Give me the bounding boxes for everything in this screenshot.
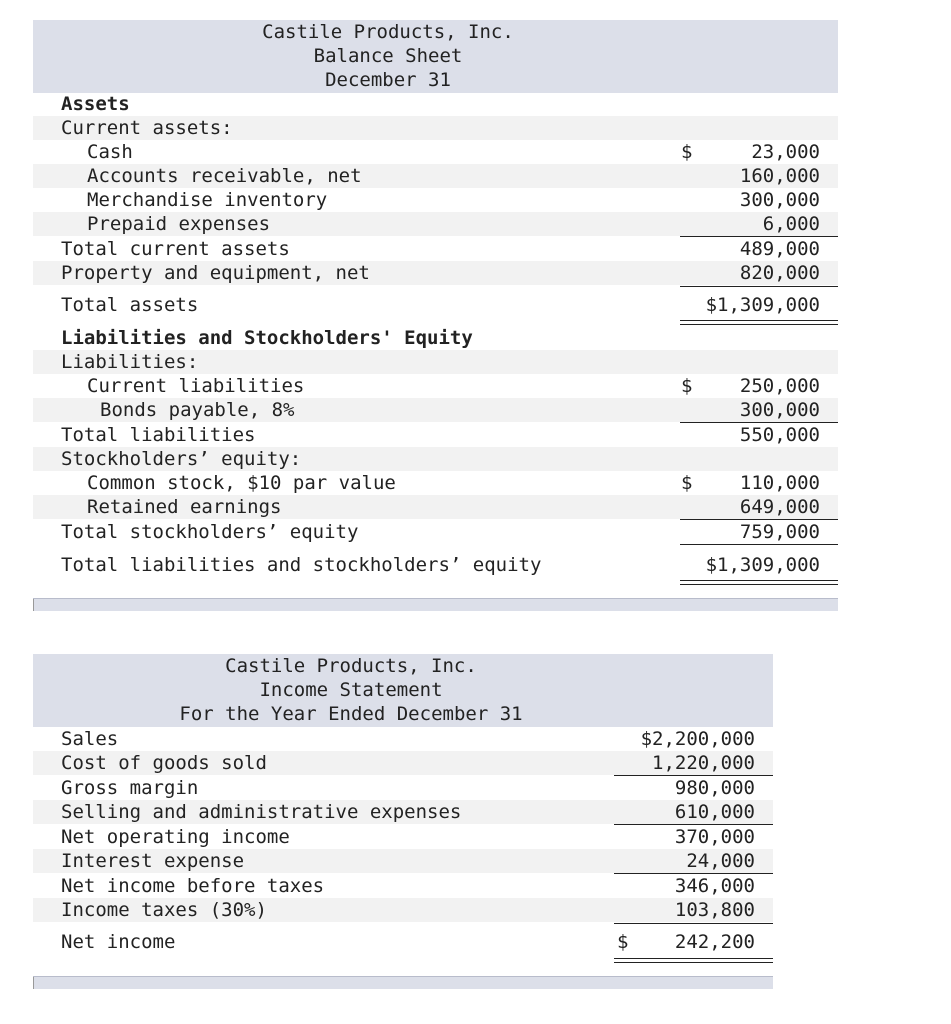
assets-heading-row — [33, 92, 838, 116]
total-current-assets-label: Total current assets — [61, 238, 290, 260]
cash-dollar-sign: $ — [681, 141, 693, 163]
accounts-receivable-value: 160,000 — [739, 165, 820, 187]
assets-heading: Assets — [61, 93, 130, 115]
prepaid-expenses-label: Prepaid expenses — [87, 213, 271, 235]
noi-value: 370,000 — [674, 826, 755, 848]
cogs-label: Cost of goods sold — [61, 752, 267, 774]
retained-earnings-value: 649,000 — [739, 496, 820, 518]
total-assets-row — [33, 293, 838, 317]
total-liabilities-label: Total liabilities — [61, 424, 256, 446]
total-assets-value: $1,309,000 — [705, 294, 820, 316]
liab-equity-heading-row — [33, 326, 838, 350]
noi-label: Net operating income — [61, 826, 290, 848]
sga-value: 610,000 — [674, 801, 755, 823]
gross-margin-label: Gross margin — [61, 777, 199, 799]
sga-label: Selling and administrative expenses — [61, 801, 462, 823]
current-assets-label: Current assets: — [61, 117, 233, 139]
double-underline-total-assets — [680, 320, 838, 325]
net-income-dollar-sign: $ — [617, 931, 629, 953]
underline-total-equity — [680, 544, 838, 545]
net-income-value: 242,200 — [674, 931, 755, 953]
total-liab-equity-value: $1,309,000 — [705, 554, 820, 576]
interest-row — [33, 849, 773, 873]
merchandise-inventory-row — [33, 188, 838, 212]
stockholders-equity-row — [33, 447, 838, 471]
interest-label: Interest expense — [61, 850, 245, 872]
balance-sheet-footer-bar — [33, 598, 838, 611]
nibt-label: Net income before taxes — [61, 875, 325, 897]
retained-earnings-row — [33, 495, 838, 519]
total-equity-row — [33, 520, 838, 544]
income-statement-header — [33, 654, 773, 727]
footer-tick — [33, 977, 34, 989]
net-income-row — [33, 930, 773, 954]
bonds-payable-value: 300,000 — [739, 399, 820, 421]
total-equity-label: Total stockholders’ equity — [61, 521, 359, 543]
bs-date: December 31 — [325, 69, 451, 91]
prepaid-expenses-value: 6,000 — [762, 213, 820, 235]
nibt-value: 346,000 — [674, 875, 755, 897]
stockholders-equity-label: Stockholders’ equity: — [61, 448, 302, 470]
current-assets-row — [33, 116, 838, 140]
gross-margin-value: 980,000 — [674, 777, 755, 799]
net-income-label: Net income — [61, 931, 176, 953]
liabilities-row — [33, 350, 838, 374]
is-company-name: Castile Products, Inc. — [225, 655, 477, 677]
current-liabilities-dollar-sign: $ — [681, 375, 693, 397]
underline-ppe — [680, 286, 838, 287]
total-liab-equity-label: Total liabilities and stockholders’ equity — [61, 554, 542, 576]
taxes-value: 103,800 — [674, 899, 755, 921]
merchandise-inventory-value: 300,000 — [739, 189, 820, 211]
gross-margin-row — [33, 776, 773, 800]
bs-company-name: Castile Products, Inc. — [262, 21, 514, 43]
cogs-row — [33, 751, 773, 775]
total-liab-equity-row — [33, 553, 838, 577]
common-stock-row — [33, 471, 838, 495]
total-assets-label: Total assets — [61, 294, 199, 316]
cash-label: Cash — [87, 141, 133, 163]
common-stock-label: Common stock, $10 par value — [87, 472, 396, 494]
current-liabilities-label: Current liabilities — [87, 375, 305, 397]
sales-value: $2,200,000 — [640, 728, 755, 750]
is-period: For the Year Ended December 31 — [179, 703, 523, 725]
total-liabilities-row — [33, 423, 838, 447]
accounts-receivable-label: Accounts receivable, net — [87, 165, 362, 187]
common-stock-dollar-sign: $ — [681, 472, 693, 494]
total-liabilities-value: 550,000 — [739, 424, 820, 446]
is-title: Income Statement — [259, 679, 443, 701]
property-equipment-row — [33, 261, 838, 285]
merchandise-inventory-label: Merchandise inventory — [87, 189, 328, 211]
current-liabilities-value: 250,000 — [739, 375, 820, 397]
nibt-row — [33, 874, 773, 898]
total-current-assets-value: 489,000 — [739, 238, 820, 260]
common-stock-value: 110,000 — [739, 472, 820, 494]
interest-value: 24,000 — [686, 850, 755, 872]
sga-row — [33, 800, 773, 824]
retained-earnings-label: Retained earnings — [87, 496, 282, 518]
cogs-value: 1,220,000 — [652, 752, 755, 774]
prepaid-expenses-row — [33, 212, 838, 236]
income-statement-footer-bar — [33, 976, 773, 989]
taxes-row — [33, 898, 773, 922]
current-liabilities-row — [33, 374, 838, 398]
total-current-assets-row — [33, 237, 838, 261]
noi-row — [33, 825, 773, 849]
sales-row — [33, 727, 773, 751]
bonds-payable-label: Bonds payable, 8% — [100, 399, 295, 421]
bonds-payable-row — [33, 398, 838, 422]
footer-tick — [33, 599, 34, 611]
liabilities-label: Liabilities: — [61, 351, 199, 373]
sales-label: Sales — [61, 728, 119, 750]
property-equipment-value: 820,000 — [739, 262, 820, 284]
accounts-receivable-row — [33, 164, 838, 188]
taxes-label: Income taxes (30%) — [61, 899, 267, 921]
cash-value: 23,000 — [751, 141, 820, 163]
balance-sheet-header — [33, 20, 838, 93]
property-equipment-label: Property and equipment, net — [61, 262, 370, 284]
double-underline-total-liab-equity — [680, 580, 838, 585]
total-equity-value: 759,000 — [739, 521, 820, 543]
underline-taxes — [614, 923, 773, 924]
cash-row — [33, 140, 838, 164]
double-underline-net-income — [614, 958, 773, 963]
bs-title: Balance Sheet — [313, 45, 463, 67]
liab-equity-heading: Liabilities and Stockholders' Equity — [61, 327, 473, 349]
